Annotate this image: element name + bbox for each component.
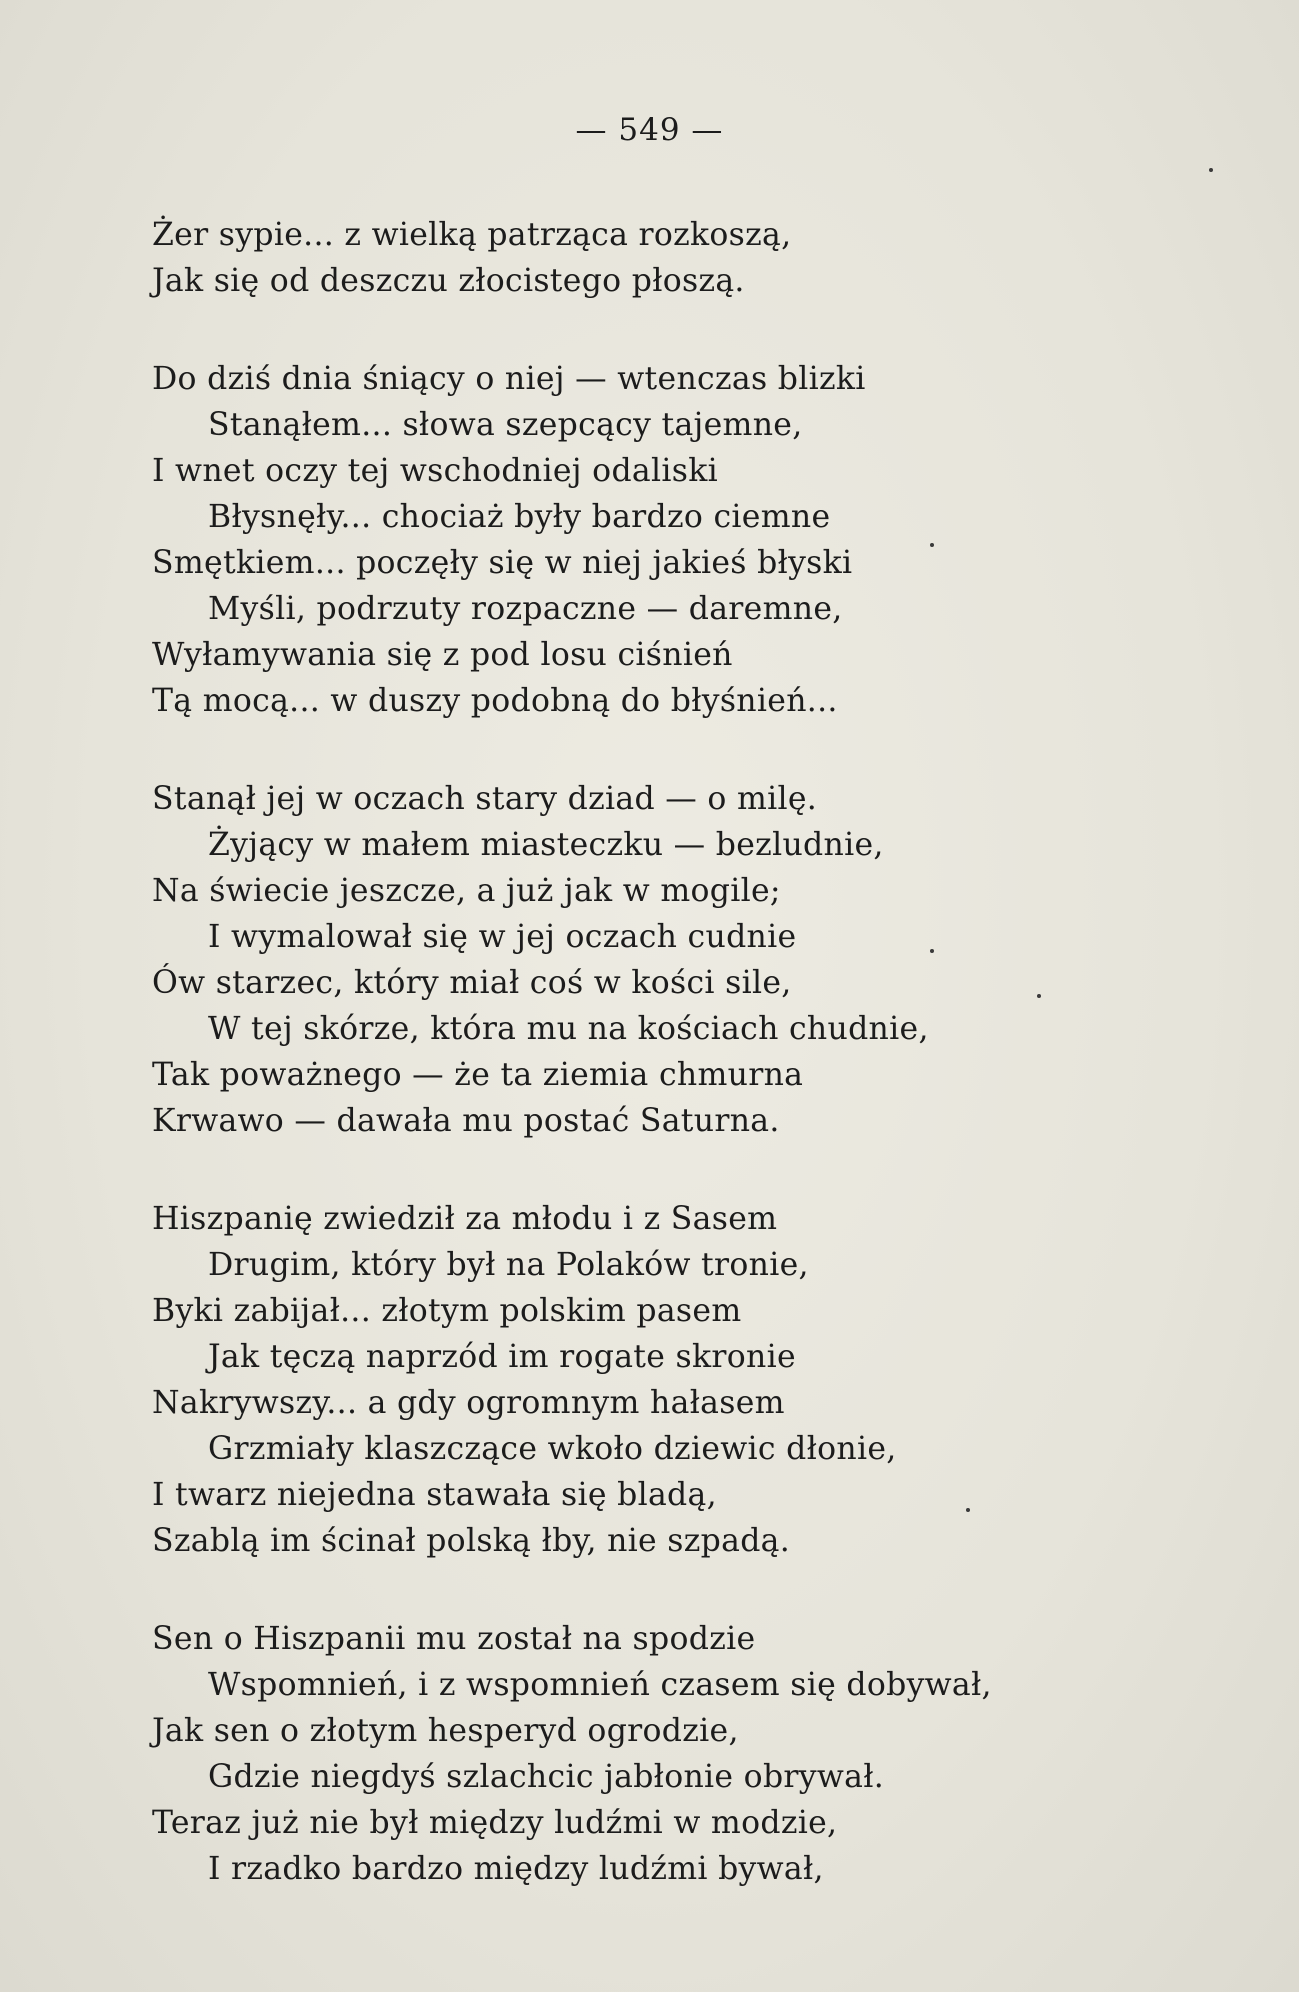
verse-line: Stanąłem... słowa szepcący tajemne, (208, 407, 803, 443)
verse-line: W tej skórze, która mu na kościach chudnie, (208, 1011, 929, 1047)
verse-line: Tą mocą... w duszy podobną do błyśnień... (152, 683, 838, 719)
stanza (152, 1196, 1152, 1564)
page-number: — 549 — (575, 112, 724, 148)
poem-body (152, 212, 1152, 1944)
verse-line: Nakrywszy... a gdy ogromnym hałasem (152, 1385, 785, 1421)
print-speck (930, 543, 934, 547)
verse-line: Jak się od deszczu złocistego płoszą. (152, 263, 745, 299)
verse-line: I rzadko bardzo między ludźmi bywał, (208, 1851, 824, 1887)
verse-line: Myśli, podrzuty rozpaczne — daremne, (208, 591, 843, 627)
print-speck (1209, 168, 1213, 172)
verse-line: Żer sypie... z wielką patrząca rozkoszą, (152, 217, 792, 253)
verse-line: Tak poważnego — że ta ziemia chmurna (152, 1057, 804, 1093)
stanza (152, 356, 1152, 724)
verse-line: Smętkiem... poczęły się w niej jakieś błyski (152, 545, 853, 581)
verse-line: Teraz już nie był między ludźmi w modzie, (152, 1805, 838, 1841)
verse-line: Szablą im ścinał polską łby, nie szpadą. (152, 1523, 791, 1559)
verse-line: Gdzie niegdyś szlachcic jabłonie obrywał. (208, 1759, 885, 1795)
stanza (152, 1616, 1152, 1892)
verse-line: I twarz niejedna stawała się bladą, (152, 1477, 717, 1513)
verse-line: Wspomnień, i z wspomnień czasem się dobywał, (208, 1667, 992, 1703)
stanza (152, 776, 1152, 1144)
verse-line: I wnet oczy tej wschodniej odaliski (152, 453, 718, 489)
verse-line: Sen o Hiszpanii mu został na spodzie (152, 1621, 756, 1657)
verse-line: Do dziś dnia śniący o niej — wtenczas blizki (152, 361, 866, 397)
verse-line: Byki zabijał... złotym polskim pasem (152, 1293, 742, 1329)
verse-line: Drugim, który był na Polaków tronie, (208, 1247, 809, 1283)
verse-line: Ów starzec, który miał coś w kości sile, (152, 965, 792, 1001)
print-speck (930, 949, 934, 953)
verse-line: Stanął jej w oczach stary dziad — o milę. (152, 781, 818, 817)
verse-line: Wyłamywania się z pod losu ciśnień (152, 637, 733, 673)
verse-line: Jak sen o złotym hesperyd ogrodzie, (152, 1713, 739, 1749)
verse-line: Błysnęły... chociaż były bardzo ciemne (208, 499, 831, 535)
verse-line: I wymalował się w jej oczach cudnie (208, 919, 797, 955)
stanza (152, 212, 1152, 304)
verse-line: Grzmiały klaszczące wkoło dziewic dłonie, (208, 1431, 897, 1467)
print-speck (1037, 994, 1041, 998)
verse-line: Krwawo — dawała mu postać Saturna. (152, 1103, 780, 1139)
verse-line: Na świecie jeszcze, a już jak w mogile; (152, 873, 781, 909)
verse-line: Żyjący w małem miasteczku — bezludnie, (208, 827, 884, 863)
print-speck (966, 1508, 970, 1512)
verse-line: Jak tęczą naprzód im rogate skronie (208, 1339, 796, 1375)
verse-line: Hiszpanię zwiedził za młodu i z Sasem (152, 1201, 778, 1237)
